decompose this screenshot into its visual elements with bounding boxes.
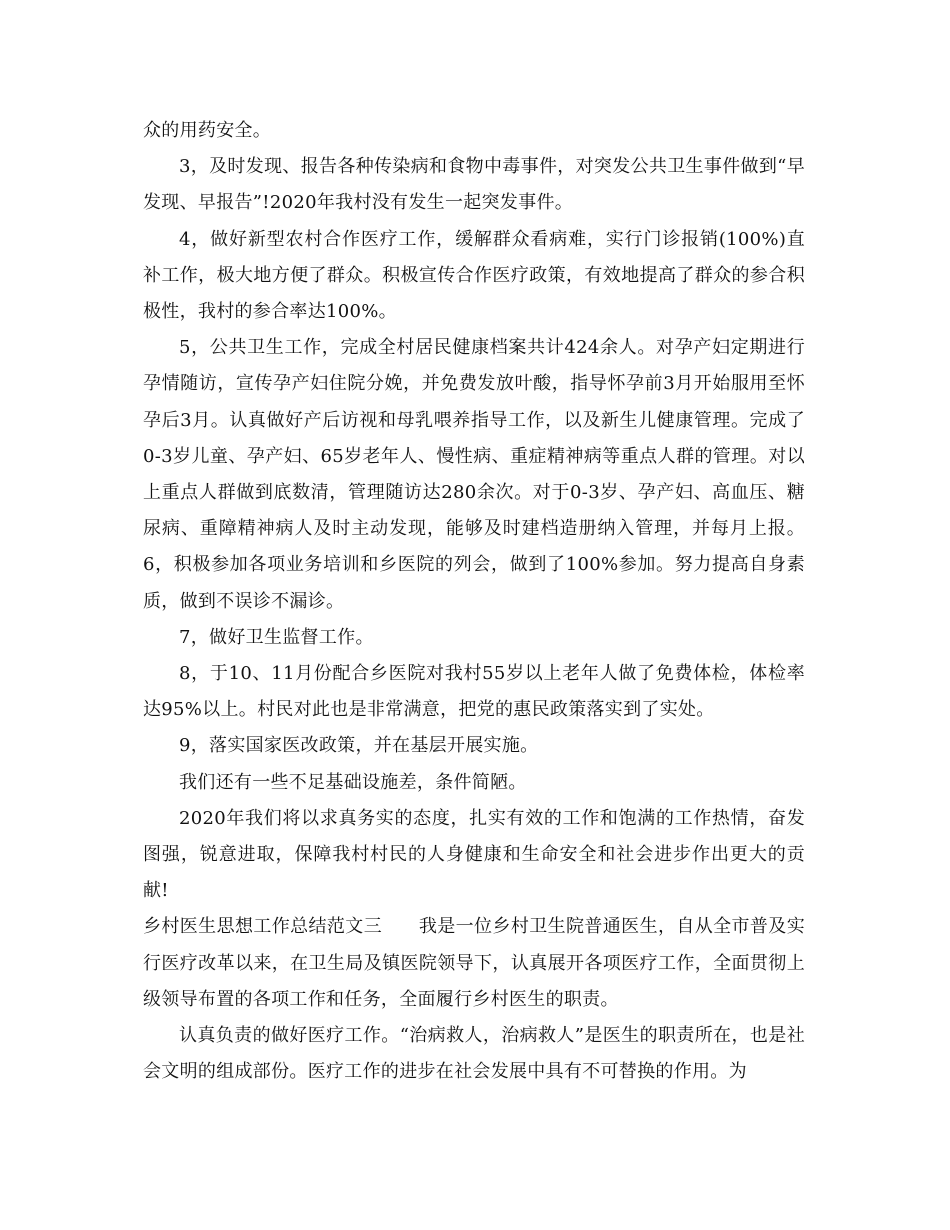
paragraph-5: 7，做好卫生监督工作。 — [179, 626, 374, 648]
paragraph-4: 5，公共卫生工作，完成全村居民健康档案共计424余人。对孕产妇定期进行孕情随访，宣传孕产妇住院分娩，并免费发放叶酸，指导怀孕前3月开始服用至怀孕后3月。认真做好产后访视和母乳喂养指导工作，以及新生儿健康管理。完成了0-3岁儿童、孕产妇、65岁老年人、慢性病、重症精神病等重点人群的管理。对以上重点人群做到底数清，管理随访达280余次。对于0-3岁、孕产妇、高血压、糖尿病、重障精神病人及时主动发现，能够及时建档造册纳入管理，并每月上报。6，积极参加各项业务培训和乡医院的列会，做到了100%参加。努力提高自身素质，做到不误诊不漏诊。 — [143, 337, 805, 612]
paragraph-3: 4，做好新型农村合作医疗工作，缓解群众看病难，实行门诊报销(100%)直补工作，极大地方便了群众。积极宣传合作医疗政策，有效地提高了群众的参合积极性，我村的参合率达100%。 — [143, 228, 805, 323]
paragraph-11: 认真负责的做好医疗工作。“治病救人，治病救人”是医生的职责所在，也是社会文明的组成部份。医疗工作的进步在社会发展中具有不可替换的作用。为 — [143, 1025, 805, 1083]
paragraph-8: 我们还有一些不足基础设施差，条件简陋。 — [179, 771, 527, 793]
paragraph-7: 9，落实国家医改政策，并在基层开展实施。 — [179, 735, 539, 757]
paragraph-10: 乡村医生思想工作总结范文三 我是一位乡村卫生院普通医生，自从全市普及实行医疗改革以来，在卫生局及镇医院领导下，认真展开各项医疗工作，全面贯彻上级领导布置的各项工作和任务，全面履行乡村医生的职责。 — [143, 916, 805, 1010]
document-page — [143, 113, 805, 1090]
paragraph-2: 3，及时发现、报告各种传染病和食物中毒事件，对突发公共卫生事件做到“早发现、早报告”!2020年我村没有发生一起突发事件。 — [143, 156, 805, 214]
paragraph-9: 2020年我们将以求真务实的态度，扎实有效的工作和饱满的工作热情，奋发图强，锐意进取，保障我村村民的人身健康和生命安全和社会进步作出更大的贡献! — [143, 807, 805, 902]
paragraph-1: 众的用药安全。 — [143, 120, 272, 141]
paragraph-6: 8，于10、11月份配合乡医院对我村55岁以上老年人做了免费体检，体检率达95%以上。村民对此也是非常满意，把党的惠民政策落实到了实处。 — [143, 663, 805, 721]
